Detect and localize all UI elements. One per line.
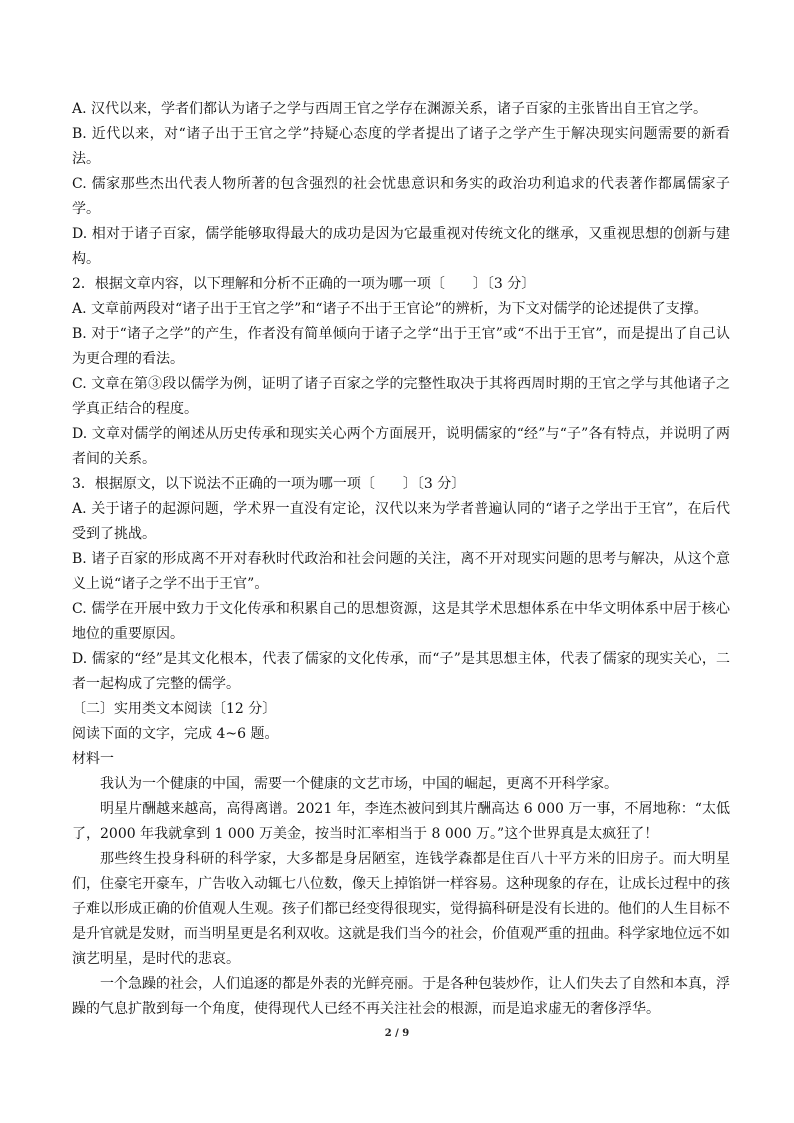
material-paragraph: 那些终生投身科研的科学家，大多都是身居陋室，连钱学森都是住百八十平方米的旧房子。而大明星们，住豪宅开豪车，广告收入动辄七八位数，像天上掉馅饼一样容易。这种现象的存在，让成长过程中的孩子难以形成正确的价值观人生观。孩子们都已经变得很现实，觉得搞科研是没有长进的。他们的人生目标不是升官就是发财，而当明星更是名利双收。这就是我们当今的社会，价值观严重的扭曲。科学家地位远不如演艺明星，是时代的悲哀。 xyxy=(72,851,730,967)
material-heading: 材料一 xyxy=(72,751,114,767)
material-paragraph: 我认为一个健康的中国，需要一个健康的文艺市场，中国的崛起，更离不开科学家。 xyxy=(100,776,618,792)
q1-option-a: A. 汉代以来，学者们都认为诸子之学与西周王官之学存在渊源关系，诸子百家的主张皆出自王官之学。 xyxy=(72,101,708,117)
q1-option-d: D. 相对于诸子百家，儒学能够取得最大的成功是因为它最重视对传统文化的继承，又重视思想的创新与建构。 xyxy=(72,226,730,267)
document-body xyxy=(72,97,730,1022)
q3-option-c: C. 儒学在开展中致力于文化传承和积累自己的思想资源，这是其学术思想体系在中华文明体系中居于核心地位的重要原因。 xyxy=(72,601,730,642)
reading-instruction: 阅读下面的文字，完成 4~6 题。 xyxy=(72,726,279,742)
q3-option-b: B. 诸子百家的形成离不开对春秋时代政治和社会问题的关注，离不开对现实问题的思考与解决，从这个意义上说“诸子之学不出于王官”。 xyxy=(72,551,730,592)
material-paragraph: 明星片酬越来越高，高得离谱。2021 年，李连杰被问到其片酬高达 6 000 万一事，不屑地称：“太低了，2000 年我就拿到 1 000 万美金，按当时汇率相当于 8 000 万。”这个世界真是太疯狂了！ xyxy=(72,801,730,842)
q3-option-a: A. 关于诸子的起源问题，学术界一直没有定论，汉代以来为学者普遍认同的“诸子之学出于王官”，在后代受到了挑战。 xyxy=(72,501,730,542)
q1-option-c: C. 儒家那些杰出代表人物所著的包含强烈的社会忧患意识和务实的政治功利追求的代表著作都属儒家子学。 xyxy=(72,176,730,217)
q1-option-b: B. 近代以来，对“诸子出于王官之学”持疑心态度的学者提出了诸子之学产生于解决现实问题需要的新看法。 xyxy=(72,126,730,167)
q2-option-c: C. 文章在第③段以儒学为例，证明了诸子百家之学的完整性取决于其将西周时期的王官之学与其他诸子之学真正结合的程度。 xyxy=(72,376,730,417)
section-heading: 〔二〕实用类文本阅读〔12 分〕 xyxy=(72,701,277,717)
page-number: 2 / 9 xyxy=(384,1028,410,1039)
q2-option-d: D. 文章对儒学的阐述从历史传承和现实关心两个方面展开，说明儒家的“经”与“子”各有特点，并说明了两者间的关系。 xyxy=(72,426,730,467)
material-paragraph: 一个急躁的社会，人们追逐的都是外表的光鲜亮丽。于是各种包装炒作，让人们失去了自然和本真，浮躁的气息扩散到每一个角度，使得现代人已经不再关注社会的根源，而是追求虚无的奢侈浮华。 xyxy=(72,976,730,1017)
q2-option-b: B. 对于“诸子之学”的产生，作者没有简单倾向于诸子之学“出于王官”或“不出于王官”，而是提出了自己认为更合理的看法。 xyxy=(72,326,730,367)
q3-option-d: D. 儒家的“经”是其文化根本，代表了儒家的文化传承，而“子”是其思想主体，代表了儒家的现实关心，二者一起构成了完整的儒学。 xyxy=(72,651,730,692)
question-2-stem: 2．根据文章内容，以下理解和分析不正确的一项为哪一项〔 〕〔3 分〕 xyxy=(72,276,536,292)
q2-option-a: A. 文章前两段对“诸子出于王官之学”和“诸子不出于王官论”的辨析，为下文对儒学的论述提供了支撑。 xyxy=(72,301,708,317)
question-3-stem: 3．根据原文，以下说法不正确的一项为哪一项〔 〕〔3 分〕 xyxy=(72,476,466,492)
